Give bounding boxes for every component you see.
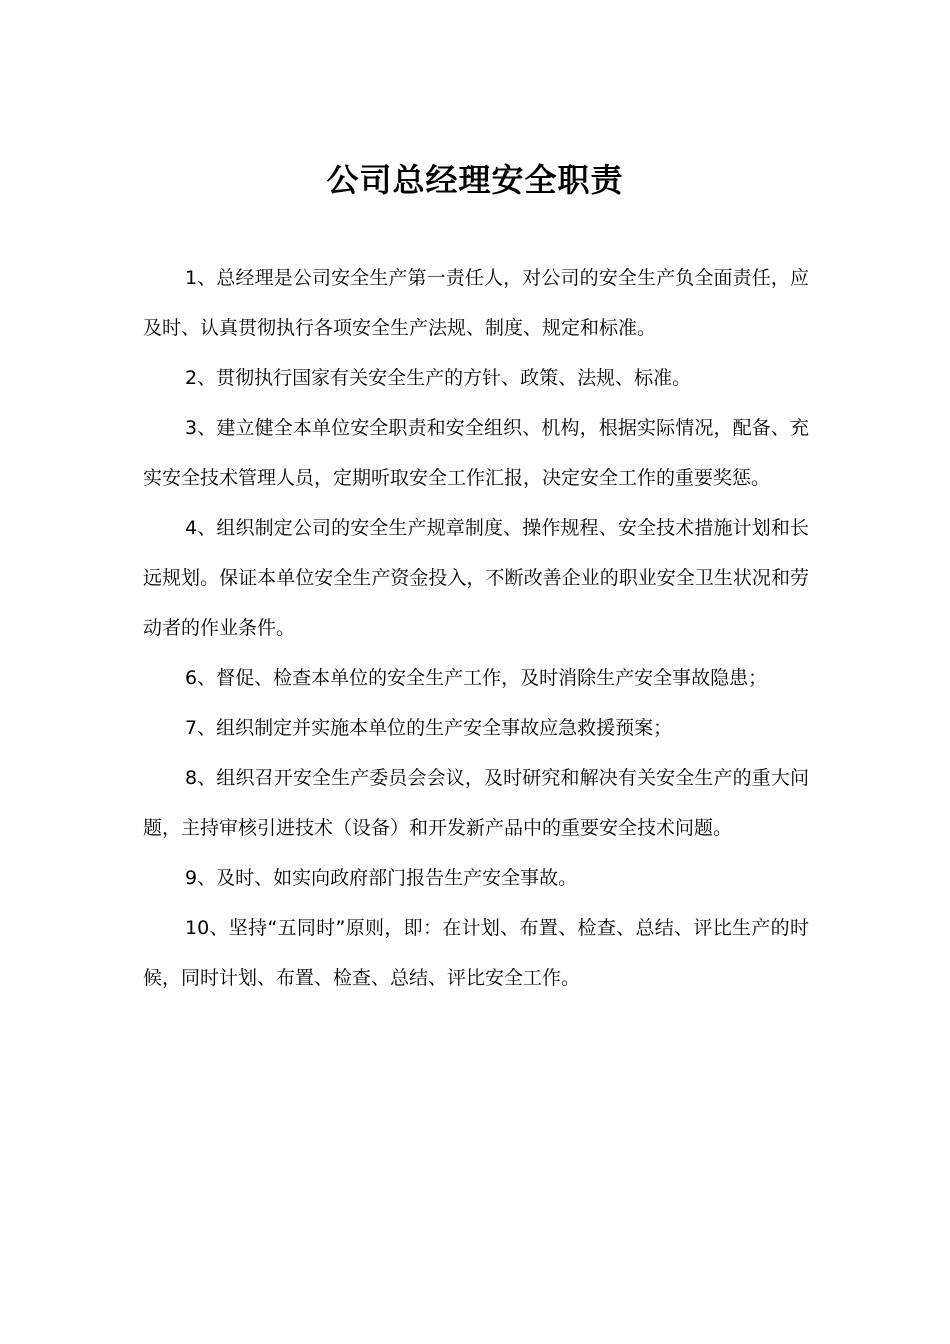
paragraph-8: 8、组织召开安全生产委员会会议，及时研究和解决有关安全生产的重大问题，主持审核引进技术（设备）和开发新产品中的重要安全技术问题。 bbox=[143, 767, 809, 839]
paragraph-3: 3、建立健全本单位安全职责和安全组织、机构，根据实际情况，配备、充实安全技术管理人员，定期听取安全工作汇报，决定安全工作的重要奖惩。 bbox=[143, 417, 809, 489]
paragraph-6: 6、督促、检查本单位的安全生产工作，及时消除生产安全事故隐患； bbox=[185, 667, 768, 689]
document-title: 公司总经理安全职责 bbox=[326, 161, 624, 199]
document-body bbox=[143, 253, 809, 1003]
paragraph-1: 1、总经理是公司安全生产第一责任人，对公司的安全生产负全面责任，应及时、认真贯彻执行各项安全生产法规、制度、规定和标准。 bbox=[143, 267, 809, 339]
paragraph-4: 4、组织制定公司的安全生产规章制度、操作规程、安全技术措施计划和长远规划。保证本单位安全生产资金投入，不断改善企业的职业安全卫生状况和劳动者的作业条件。 bbox=[143, 517, 809, 639]
paragraph-7: 7、组织制定并实施本单位的生产安全事故应急救援预案； bbox=[185, 717, 673, 739]
paragraph-10: 10、坚持“五同时”原则，即：在计划、布置、检查、总结、评比生产的时候，同时计划、布置、检查、总结、评比安全工作。 bbox=[143, 917, 809, 989]
paragraph-2: 2、贯彻执行国家有关安全生产的方针、政策、法规、标准。 bbox=[185, 367, 692, 389]
paragraph-9: 9、及时、如实向政府部门报告生产安全事故。 bbox=[185, 867, 578, 889]
